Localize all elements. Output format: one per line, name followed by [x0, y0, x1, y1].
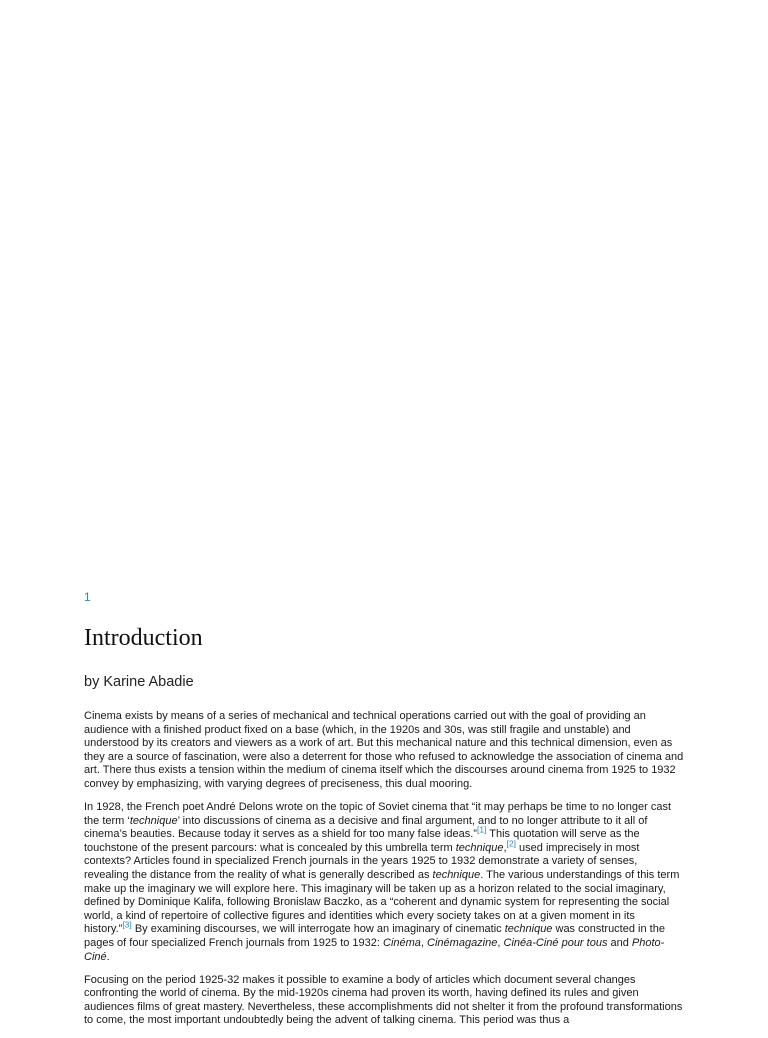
text-run: , — [497, 937, 504, 949]
journal-title: Cinéa-Ciné pour tous — [503, 937, 608, 949]
body-text — [84, 710, 684, 1028]
footnote-link-1[interactable]: [1] — [476, 824, 487, 835]
text-run: , — [503, 841, 507, 854]
emphasis-technique: technique — [455, 841, 504, 854]
text-run: used imprecisely in most contexts? Articles found in specialized French journals in the years 1925 to 1932 demonstrate a variety of senses, revealing the distance from the reality of what is generally described as — [84, 841, 640, 882]
emphasis-technique: technique — [504, 923, 553, 936]
text-run: In 1928, the French poet André Delons wrote on the topic of Soviet cinema that “it may perhaps be time to no longer cast the term ‘ — [84, 801, 672, 827]
text-run: . The various understandings of this term make up the imaginary we will explore here. This imaginary will be taken up as a horizon related to the social imaginary, defined by Dominique Kalifa, following Bronislaw Baczko, as a “coherent and dynamic system for representing the social world, a kind of repertoire of collective figures and identities which every society takes on at a given moment in its history.” — [84, 869, 680, 936]
text-run: ’ into discussions of cinema as a decisive and final argument, and to no longer attribute to it all of cinema’s beauties. Because today it serves as a shield for too many false ideas.” — [84, 814, 648, 841]
text-run: and — [607, 937, 632, 949]
paragraph-2 — [84, 801, 684, 964]
footnote-link-3[interactable]: [3] — [122, 919, 132, 930]
text-run: was constructed in the pages of four specialized French journals from 1925 to 1932: — [84, 923, 665, 949]
text-run: By examining discourses, we will interrogate how an imaginary of cinematic — [131, 923, 505, 936]
chapter-title: Introduction — [84, 625, 203, 651]
journal-title: Cinéma — [383, 937, 421, 949]
paragraph-1: Cinema exists by means of a series of mechanical and technical operations carried out with the goal of providing an audience with a finished product fixed on a base (which, in the 1920s and 30s, was still fragile and unstable) and understood by its creators and viewers as a work of art. But this mechanical nature and this technical dimension, even as they are a source of fascination, were also a deterrent for those who refused to acknowledge the association of cinema and art. There thus exists a tension within the medium of cinema itself which the discourses around cinema from 1925 to 1932 convey by emphasizing, with varying degrees of preciseness, this dual mooring. — [84, 710, 684, 790]
author-byline: by Karine Abadie — [84, 674, 194, 690]
page-number-link[interactable]: 1 — [84, 590, 91, 604]
paragraph-3: Focusing on the period 1925-32 makes it possible to examine a body of articles which document several changes confronting the world of cinema. By the mid-1920s cinema had proven its worth, having defined its rules and given audiences films of great mastery. Nevertheless, these accomplishments did not shelter it from the profound transformations to come, the most important undoubtedly being the advent of talking cinema. This period was thus a — [84, 973, 683, 1027]
footnote-link-2[interactable]: [2] — [506, 838, 516, 849]
journal-title: Cinémagazine — [427, 937, 498, 949]
journal-title: Photo-Ciné — [84, 937, 665, 963]
emphasis-technique: technique — [432, 869, 481, 882]
text-run: , — [420, 937, 428, 949]
emphasis-technique: technique — [129, 814, 178, 827]
text-run: This quotation will serve as the touchstone of the present parcours: what is concealed by this umbrella term — [84, 828, 640, 854]
article — [84, 589, 684, 1038]
text-run: . — [106, 950, 110, 963]
